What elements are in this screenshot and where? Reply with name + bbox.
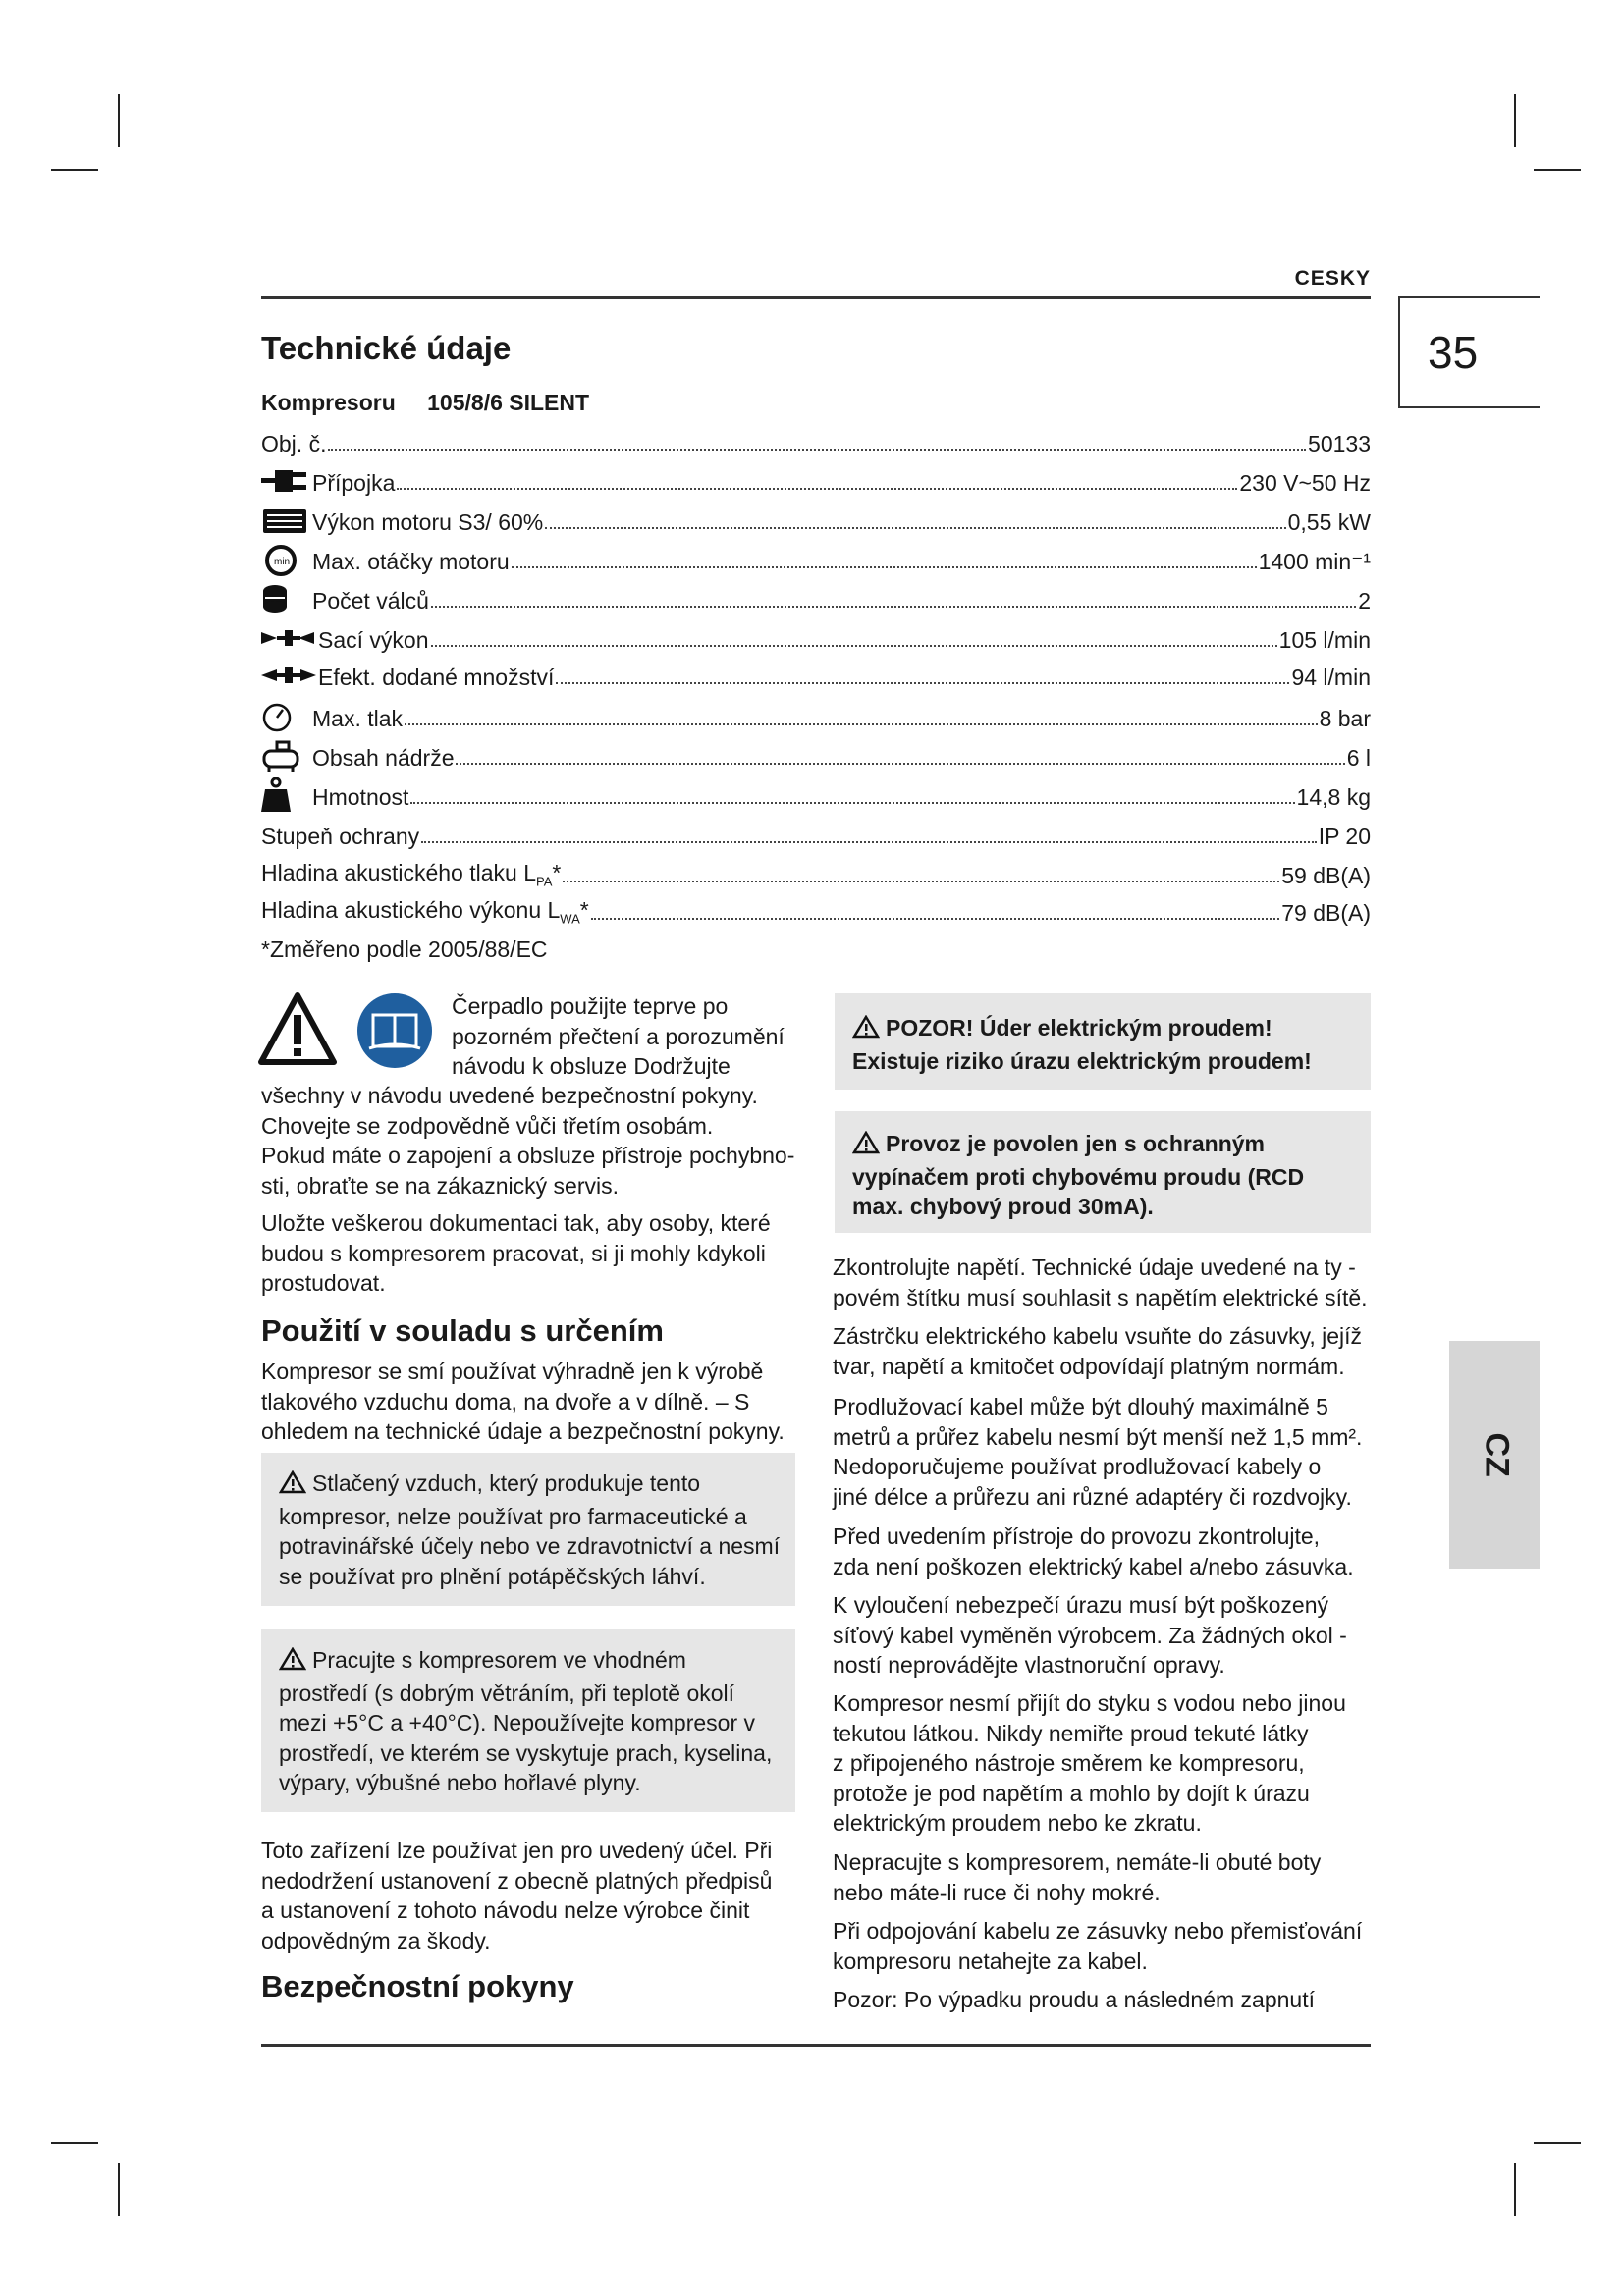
crop-mark <box>118 94 120 147</box>
output-icon <box>261 660 318 691</box>
intake-icon <box>261 622 318 654</box>
spec-row: Obsah nádrže 6 l <box>261 738 1371 772</box>
model-line <box>261 390 589 416</box>
motor-icon <box>261 505 312 536</box>
warning-triangle-icon <box>257 991 338 1071</box>
spec-row: Výkon motoru S3/ 60% 0,55 kW <box>261 503 1371 536</box>
rcd-box: Provoz je povolen jen s ochranným vypínačem proti chybovému proudu (RCD max. chybový proud 30mA). <box>835 1111 1371 1233</box>
body-text: Kompresor nesmí přijít do styku s vodou nebo jinou tekutou látkou. Nikdy nemiřte proud tekuté látky z připojeného nástroje směrem ke kompresoru, protože je pod napětím a mohlo by dojít k úrazu elektrickým proudem nebo ke zkratu. <box>833 1690 1346 1836</box>
crop-mark <box>51 2142 98 2144</box>
cylinder-icon <box>261 583 312 614</box>
body-text: Prodlužovací kabel může být dlouhý maximálně 5 metrů a průřez kabelu nesmí být menší než 1,5 mm². Nedoporučujeme používat prodlužovací kabely o jiné délce a průřezu ani různé adaptéry či rozdvojky. <box>833 1394 1363 1510</box>
body-text: Pozor: Po výpadku proudu a následném zapnutí <box>833 1987 1315 2012</box>
intro-text: Čerpadlo použijte teprve po pozorném přečtení a porozumění návodu k obsluze Dodržujte <box>452 993 785 1079</box>
rpm-icon <box>261 544 312 575</box>
danger-box: POZOR! Úder elektrickým proudem! Existuje riziko úrazu elektrickým proudem! <box>835 993 1371 1090</box>
model-name: 105/8/6 SILENT <box>427 390 590 415</box>
body-text: Zkontrolujte napětí. Technické údaje uvedené na ty - povém štítku musí souhlasit s napětím elektrické sítě. <box>833 1255 1368 1310</box>
crop-mark <box>1534 2142 1581 2144</box>
footnote: *Změřeno podle 2005/88/EC <box>261 936 548 962</box>
warning-icon <box>279 1647 306 1679</box>
warning-box: Pracujte s kompresorem ve vhodném prostředí (s dobrým větráním, při teplotě okolí mezi +5°C a +40°C). Nepoužívejte kompresor v prostředí, ve kterém se vyskytuje prach, kyselina, výpary, výbušné nebo hořlavé plyny. <box>261 1629 795 1812</box>
weight-icon <box>261 779 312 811</box>
crop-mark <box>118 2163 120 2216</box>
model-label: Kompresoru <box>261 390 396 415</box>
plug-icon <box>261 465 312 497</box>
use-title: Použití v souladu s určením <box>261 1313 664 1348</box>
safety-title: Bezpečnostní pokyny <box>261 1969 574 2003</box>
language-tab <box>1449 1341 1540 1569</box>
language-tab-label: CZ <box>1478 1432 1516 1477</box>
header-rule <box>261 296 1371 299</box>
intro-text: všechny v návodu uvedené bezpečnostní pokyny. Chovejte se zodpovědně vůči třetím osobám. Pokud máte o zapojení a obsluze přístroje pochybno- sti, obraťte se na zákaznický servis. <box>261 1083 795 1199</box>
crop-mark <box>1514 94 1516 147</box>
pressure-gauge-icon <box>261 701 312 732</box>
spec-row: Efekt. dodané množství 94 l/min <box>261 658 1371 691</box>
tech-title: Technické údaje <box>261 330 512 366</box>
docs-text: Uložte veškerou dokumentaci tak, aby osoby, které budou s kompresorem pracovat, si ji mohly kdykoli prostudovat. <box>261 1210 771 1296</box>
page-number-box <box>1398 296 1540 408</box>
crop-mark <box>51 169 98 171</box>
tank-icon <box>261 740 312 772</box>
warning-icon <box>852 1015 880 1046</box>
spec-row: min Max. otáčky motoru 1400 min⁻¹ <box>261 542 1371 575</box>
body-text: K vyloučení nebezpečí úrazu musí být poškozený síťový kabel vyměněn výrobcem. Za žádných okol - ností neprovádějte vlastnoruční opravy. <box>833 1592 1347 1678</box>
spec-row: Obj. č. 50133 <box>261 431 1371 456</box>
svg-text:min: min <box>274 557 291 567</box>
spec-row: Přípojka 230 V~50 Hz <box>261 463 1371 497</box>
warning-icon <box>852 1131 880 1162</box>
footer-rule <box>261 2044 1371 2047</box>
spec-row: Max. tlak 8 bar <box>261 699 1371 732</box>
spec-row: Hladina akustického výkonu $L_{WA}*$ 79 dB(A) <box>261 897 1371 927</box>
crop-mark <box>1514 2163 1516 2216</box>
warning-icon <box>279 1470 306 1502</box>
warning-box: Stlačený vzduch, který produkuje tento kompresor, nelze používat pro farmaceutické a potravinářské účely nebo ve zdravotnictví a nesmí se používat pro plnění potápěčských láhví. <box>261 1453 795 1606</box>
use-text: Kompresor se smí používat výhradně jen k výrobě tlakového vzduchu doma, na dvoře a v dílně. – S ohledem na technické údaje a bezpečnostní pokyny. <box>261 1359 785 1444</box>
body-text: Nepracujte s kompresorem, nemáte-li obuté boty nebo máte-li ruce či nohy mokré. <box>833 1849 1322 1905</box>
body-text: Před uvedením přístroje do provozu zkontrolujte, zda není poškozen elektrický kabel a/nebo zásuvka. <box>833 1523 1354 1579</box>
crop-mark <box>1534 169 1581 171</box>
spec-row: Sací výkon 105 l/min <box>261 620 1371 654</box>
body-text: Při odpojování kabelu ze zásuvky nebo přemisťování kompresoru netahejte za kabel. <box>833 1918 1363 1974</box>
language-label: CESKY <box>1294 267 1371 290</box>
read-manual-icon <box>355 991 434 1075</box>
spec-row: Hmotnost 14,8 kg <box>261 777 1371 811</box>
body-text: Zástrčku elektrického kabelu vsuňte do zásuvky, jejíž tvar, napětí a kmitočet odpovídají platným normám. <box>833 1323 1363 1379</box>
page-number: 35 <box>1428 327 1479 378</box>
spec-row: Stupeň ochrany IP 20 <box>261 824 1371 849</box>
spec-row: Hladina akustického tlaku $L_{PA}*$ 59 dB(A) <box>261 860 1371 889</box>
spec-row: Počet válců 2 <box>261 581 1371 614</box>
liability-text: Toto zařízení lze používat jen pro uvedený účel. Při nedodržení ustanovení z obecně platných předpisů a ustanovení z tohoto návodu nelze výrobce činit odpovědným za škody. <box>261 1838 773 1953</box>
